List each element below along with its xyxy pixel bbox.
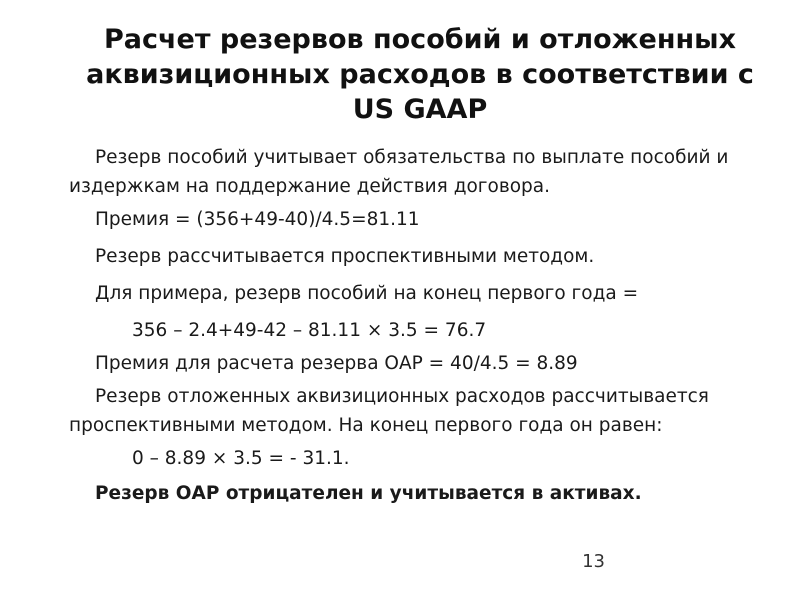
paragraph-conclusion: Резерв ОАР отрицателен и учитывается в активах.: [95, 483, 642, 504]
paragraph-text: Для примера, резерв пособий на конец первого года =: [95, 283, 639, 304]
paragraph-dac-premium: [82, 349, 782, 378]
paragraph-premium: [82, 205, 782, 234]
formula-benefit-reserve: 356 – 2.4+49-42 – 81.11 × 3.5 = 76.7: [132, 320, 487, 341]
paragraph-prospective-method: [82, 242, 782, 271]
paragraph-benefit-reserve: [69, 143, 782, 201]
title-line-2: аквизиционных расходов в соответствии с: [86, 59, 754, 90]
paragraph-example: [82, 279, 782, 308]
paragraph-text: Премия для расчета резерва ОАР = 40/4.5 = 8.89: [95, 353, 578, 374]
paragraph-text: Резерв рассчитывается проспективными методом.: [95, 246, 595, 267]
paragraph-text: Резерв отложенных аквизиционных расходов рассчитывается: [95, 386, 709, 407]
paragraph-text: Премия = (356+49-40)/4.5=81.11: [95, 209, 420, 230]
title-line-3: US GAAP: [352, 94, 488, 125]
page-number: 13: [582, 551, 605, 572]
formula-dac-reserve: 0 – 8.89 × 3.5 = - 31.1.: [132, 448, 350, 469]
slide-body: [69, 143, 782, 508]
paragraph-dac-reserve: [69, 382, 782, 440]
paragraph-text: проспективными методом. На конец первого года он равен:: [69, 415, 663, 436]
paragraph-text: издержкам на поддержание действия договора.: [69, 176, 551, 197]
paragraph-text: Резерв пособий учитывает обязательства по выплате пособий и: [95, 147, 729, 168]
title-line-1: Расчет резервов пособий и отложенных: [103, 24, 736, 55]
slide-title: [60, 22, 780, 127]
